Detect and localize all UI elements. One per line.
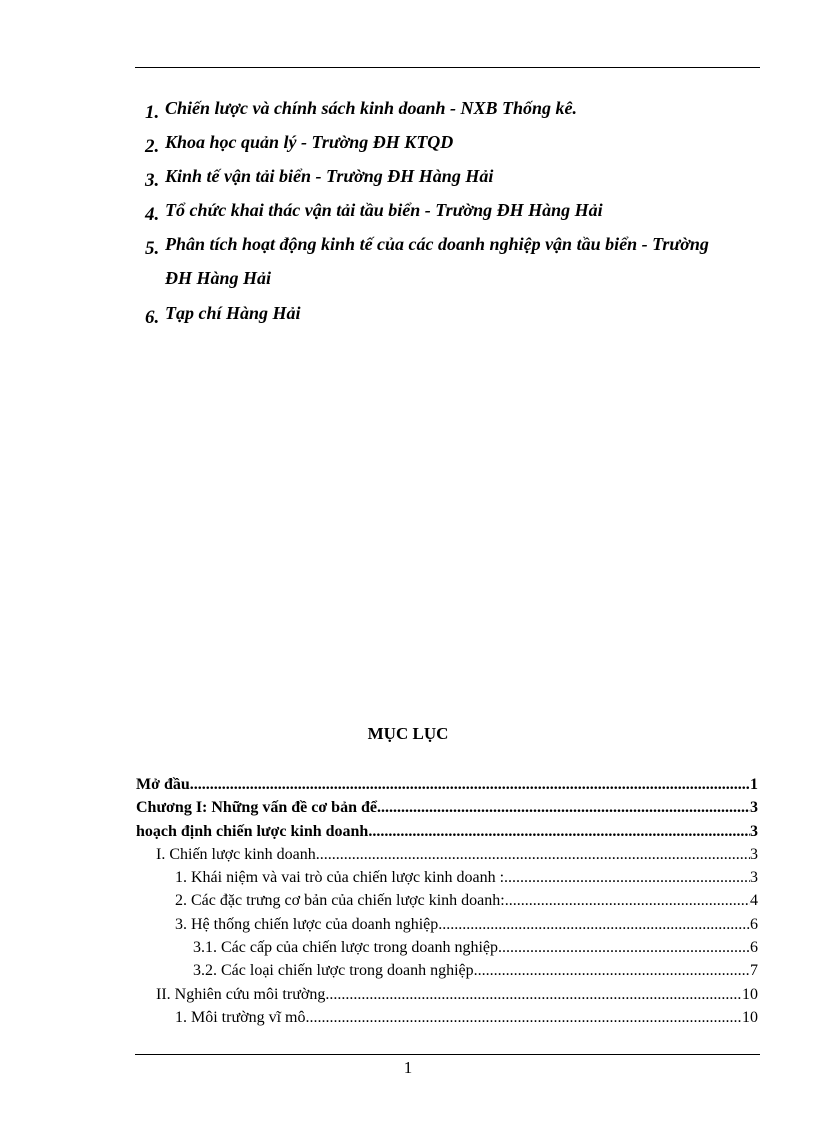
toc-leader-dots [502, 939, 750, 957]
reference-text: Phân tích hoạt động kinh tế của các doanh nghiệp vận tầu biển - Trường [165, 234, 709, 254]
toc-title: MỤC LỤC [367, 724, 449, 743]
toc-entry[interactable] [136, 939, 758, 962]
toc-entry-label: I. Chiến lược kinh doanh. [156, 845, 320, 863]
toc-entry-page: 6 [750, 939, 758, 957]
reference-number: 6. [145, 307, 160, 328]
reference-number: 3. [145, 170, 160, 191]
header-rule [135, 67, 760, 68]
toc-entry-label: 3. Hệ thống chiến lược của doanh nghiệp. [175, 915, 443, 933]
page-number: 1 [403, 1058, 413, 1077]
reference-list [145, 98, 765, 337]
toc-entry[interactable] [136, 799, 758, 822]
toc-leader-dots [368, 823, 750, 841]
toc-entry[interactable] [136, 823, 758, 846]
toc-entry[interactable] [136, 846, 758, 869]
toc-entry-label: 3.1. Các cấp của chiến lược trong doanh nghiệp. [193, 939, 503, 957]
reference-text-continued: ĐH Hàng Hải [165, 268, 272, 288]
toc-entry-page: 10 [742, 985, 758, 1003]
reference-text: Tổ chức khai thác vận tải tầu biển - Trường ĐH Hàng Hải [165, 200, 603, 220]
toc-leader-dots [309, 1009, 742, 1027]
toc-entry-page: 3 [750, 869, 758, 887]
toc-leader-dots [190, 776, 750, 794]
reference-text: Kinh tế vận tải biển - Trường ĐH Hàng Hải [165, 166, 494, 186]
toc-leader-dots [377, 799, 750, 817]
toc-leader-dots [320, 846, 750, 864]
reference-item [145, 166, 765, 200]
toc-leader-dots [329, 986, 742, 1004]
toc-entry-page: 3 [750, 845, 758, 863]
toc-entry-page: 1 [750, 776, 758, 793]
footer-rule [135, 1054, 760, 1055]
toc-entry-page: 3 [750, 822, 758, 840]
reference-item [145, 98, 765, 132]
toc-entry-page: 10 [742, 1008, 758, 1026]
reference-text: Chiến lược và chính sách kinh doanh - NXB Thống kê. [165, 98, 578, 118]
toc-entry-page: 6 [750, 915, 758, 933]
toc-entry-label: 2. Các đặc trưng cơ bản của chiến lược kinh doanh: [175, 892, 505, 910]
toc-entry-label: Mở đầu [136, 776, 190, 793]
toc-entry[interactable] [136, 869, 758, 892]
reference-item [145, 234, 765, 268]
toc-entry-label: 1. Khái niệm và vai trò của chiến lược kinh doanh : [175, 869, 505, 887]
reference-item [145, 200, 765, 234]
reference-number: 5. [145, 238, 160, 259]
toc-entry-page: 4 [750, 892, 758, 910]
toc-entry-page: 3 [750, 799, 758, 817]
toc-entry[interactable] [136, 962, 758, 985]
reference-number: 2. [145, 136, 160, 157]
reference-text: Tạp chí Hàng Hải [165, 303, 301, 323]
reference-item [145, 132, 765, 166]
reference-text: Khoa học quản lý - Trường ĐH KTQD [165, 132, 454, 152]
toc-leader-dots [478, 962, 750, 980]
toc-entry-label: hoạch định chiến lược kinh doanh [136, 822, 369, 840]
toc-entry-label: II. Nghiên cứu môi trường. [156, 985, 330, 1003]
toc-entry[interactable] [136, 892, 758, 915]
reference-number: 4. [145, 204, 160, 225]
toc-entry[interactable] [136, 916, 758, 939]
toc-entry-label: Chương I: Những vấn đề cơ bản để [136, 799, 377, 817]
toc-entry-label: 1. Môi trường vĩ mô. [175, 1008, 310, 1026]
reference-number: 1. [145, 102, 160, 123]
toc-leader-dots [442, 916, 750, 934]
toc-entry-label: 3.2. Các loại chiến lược trong doanh nghiệp. [193, 962, 478, 980]
toc-entry[interactable] [136, 776, 758, 799]
reference-item [145, 303, 765, 337]
toc-entry[interactable] [136, 986, 758, 1009]
toc-leader-dots [505, 892, 750, 910]
toc-leader-dots [504, 869, 750, 887]
toc-entry-page: 7 [750, 962, 758, 980]
table-of-contents [136, 776, 758, 1032]
toc-entry[interactable] [136, 1009, 758, 1032]
